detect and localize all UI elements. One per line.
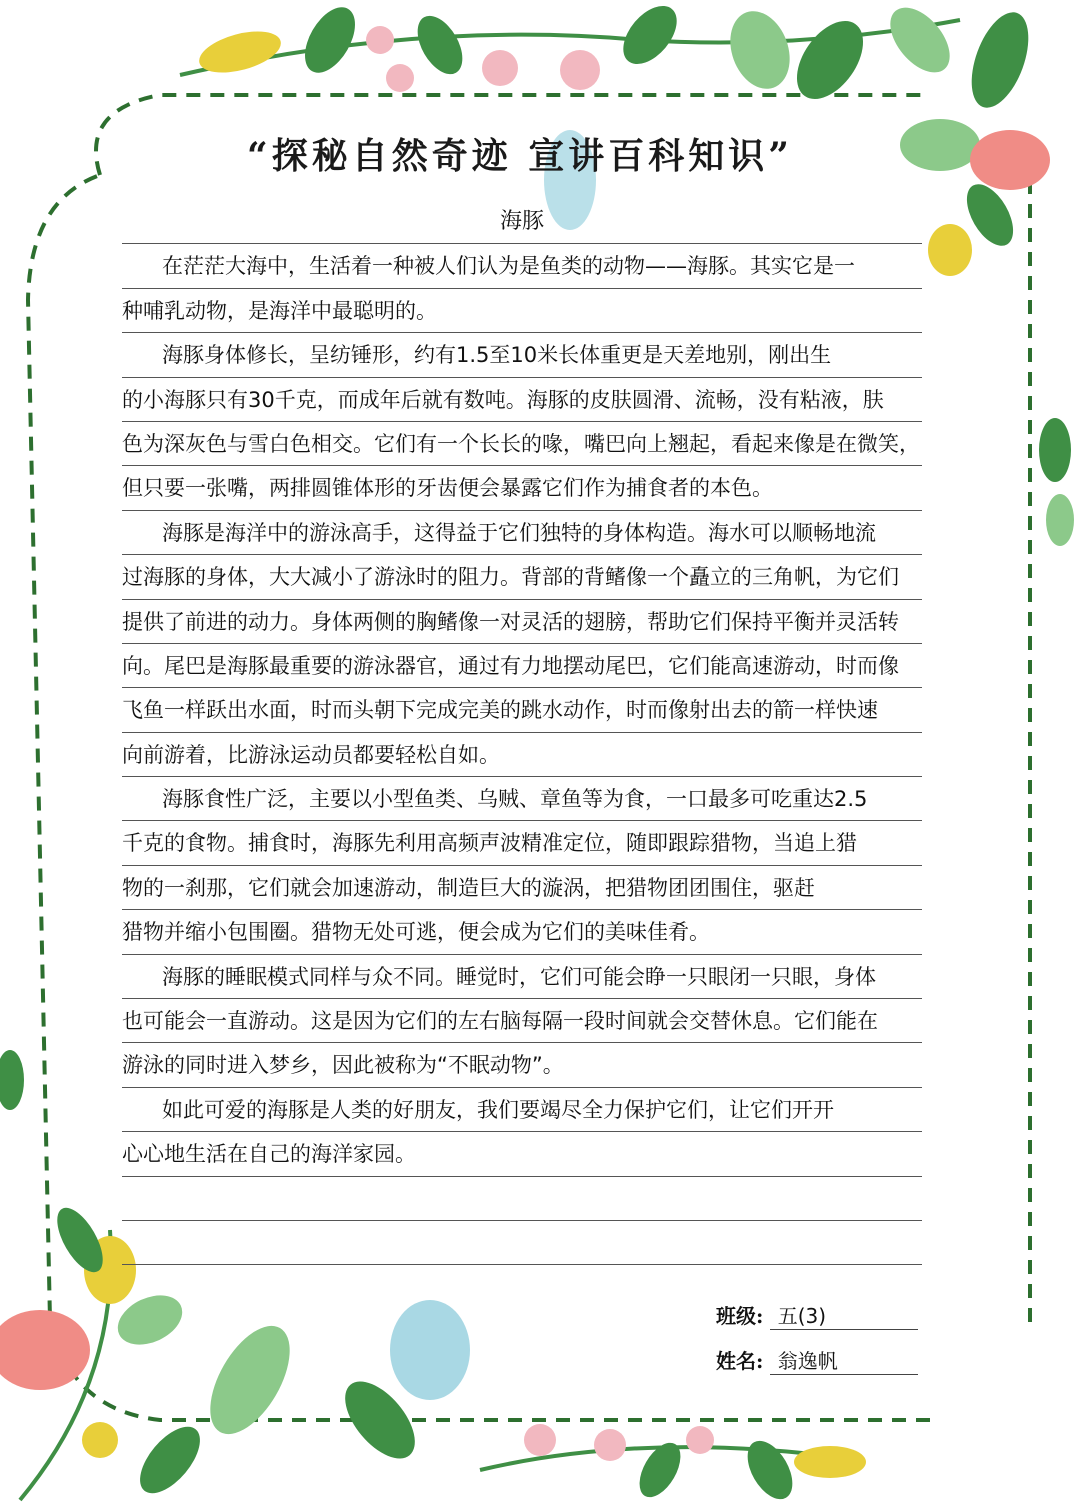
- class-value: 五(3): [770, 1300, 918, 1330]
- essay-line: 游泳的同时进入梦乡，因此被称为“不眠动物”。: [122, 1043, 922, 1087]
- essay-line: 猎物并缩小包围圈。猎物无处可逃，便会成为它们的美味佳肴。: [122, 910, 922, 954]
- essay-line: 物的一刹那，它们就会加速游动，制造巨大的漩涡，把猎物团团围住，驱赶: [122, 866, 922, 910]
- essay-line: 如此可爱的海豚是人类的好朋友，我们要竭尽全力保护它们，让它们开开: [122, 1088, 922, 1132]
- essay-line: 向。尾巴是海豚最重要的游泳器官，通过有力地摆动尾巴，它们能高速游动，时而像: [122, 644, 922, 688]
- essay-line: 也可能会一直游动。这是因为它们的左右脑每隔一段时间就会交替休息。它们能在: [122, 999, 922, 1043]
- essay-line: 海豚是海洋中的游泳高手，这得益于它们独特的身体构造。海水可以顺畅地流: [122, 511, 922, 555]
- essay-line: 海豚的睡眠模式同样与众不同。睡觉时，它们可能会睁一只眼闭一只眼，身体: [122, 955, 922, 999]
- essay-line: 种哺乳动物，是海洋中最聪明的。: [122, 289, 922, 333]
- class-label: 班级:: [716, 1304, 764, 1328]
- essay-line: 的小海豚只有30千克，而成年后就有数吨。海豚的皮肤圆滑、流畅，没有粘液，肤: [122, 378, 922, 422]
- essay-line: 海豚食性广泛，主要以小型鱼类、乌贼、章鱼等为食，一口最多可吃重达2.5: [122, 777, 922, 821]
- name-label: 姓名:: [716, 1349, 764, 1373]
- name-field: [716, 1345, 918, 1375]
- essay-line: 飞鱼一样跃出水面，时而头朝下完成完美的跳水动作，时而像射出去的箭一样快速: [122, 688, 922, 732]
- essay-line: 过海豚的身体，大大减小了游泳时的阻力。背部的背鳍像一个矗立的三角帆，为它们: [122, 555, 922, 599]
- essay-line: 在茫茫大海中，生活着一种被人们认为是鱼类的动物——海豚。其实它是一: [122, 244, 922, 288]
- essay-title: 海豚: [122, 200, 922, 244]
- essay-line: [122, 1177, 922, 1221]
- essay-line: 提供了前进的动力。身体两侧的胸鳍像一对灵活的翅膀，帮助它们保持平衡并灵活转: [122, 600, 922, 644]
- essay-line: 但只要一张嘴，两排圆锥体形的牙齿便会暴露它们作为捕食者的本色。: [122, 466, 922, 510]
- lined-paper: [122, 200, 922, 1265]
- class-field: [716, 1300, 918, 1330]
- essay-line: 海豚身体修长，呈纺锤形，约有1.5至10米长体重更是天差地别，刚出生: [122, 333, 922, 377]
- name-value: 翁逸帆: [770, 1345, 918, 1375]
- page-title: “探秘自然奇迹 宣讲百科知识”: [247, 135, 793, 177]
- essay-line: 色为深灰色与雪白色相交。它们有一个长长的喙，嘴巴向上翘起，看起来像是在微笑，: [122, 422, 922, 466]
- essay-line: 心心地生活在自己的海洋家园。: [122, 1132, 922, 1176]
- essay-line: 向前游着，比游泳运动员都要轻松自如。: [122, 733, 922, 777]
- essay-line: [122, 1221, 922, 1265]
- essay-line: 千克的食物。捕食时，海豚先利用高频声波精准定位，随即跟踪猎物，当追上猎: [122, 821, 922, 865]
